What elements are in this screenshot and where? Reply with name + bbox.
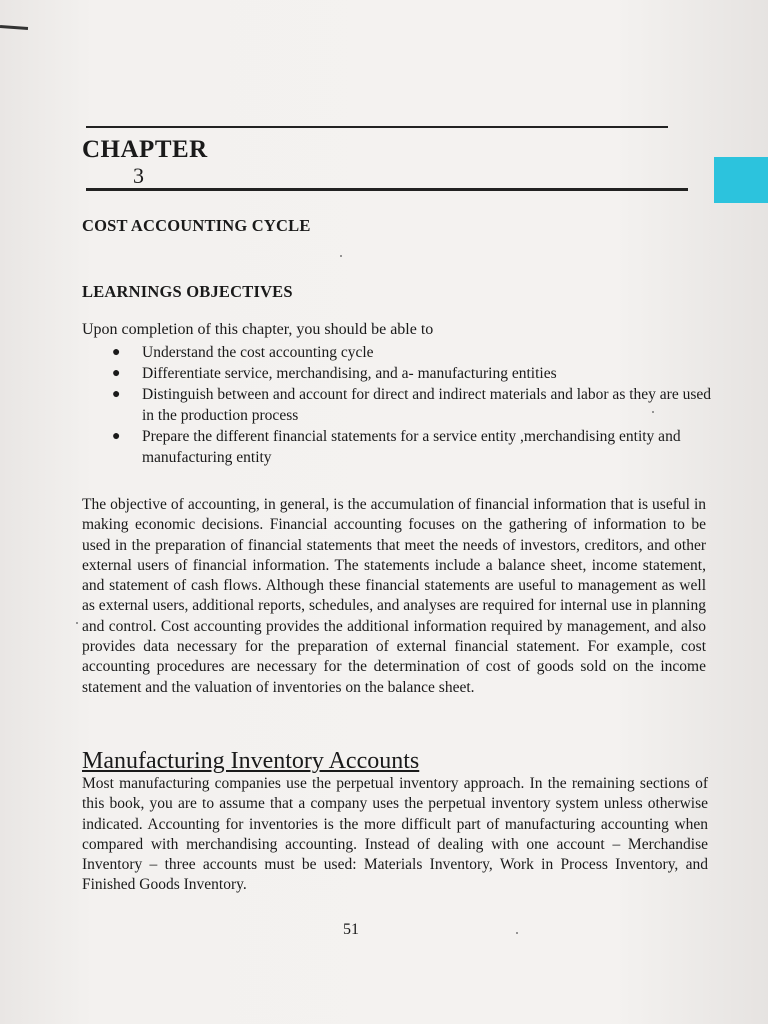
chapter-rule [86,188,688,191]
objectives-heading: LEARNINGS OBJECTIVES [82,282,293,301]
chapter-title: COST ACCOUNTING CYCLE [82,216,311,235]
bullet-icon: ● [112,366,121,381]
inventory-paragraph: Most manufacturing companies use the perpetual inventory approach. In the remaining sections of this book, you are to assume that a company uses the perpetual inventory system unless otherwise indicated. Accounting for inventories is the more difficult part of manufacturing accounting when compared with merchandising accounting. Instead of dealing with one account – Merchandise Inventory – three accounts must be used: Materials Inventory, Work in Process Inventory, and Finished Goods Inventory. [82,775,708,894]
bullet-icon: ● [112,387,121,402]
objectives-intro: Upon completion of this chapter, you should be able to [82,321,434,338]
scan-speck [516,932,518,934]
page-tab-marker [714,157,768,203]
objective-item [112,363,712,384]
accounting-objective-paragraph: The objective of accounting, in general, is the accumulation of financial information that is useful in making economic decisions. Financial accounting focuses on the gathering of information to be used in the preparation of financial statements that meet the needs of investors, creditors, and other external users of financial information. The statements include a balance sheet, income statement, and statement of cash flows. Although these financial statements are useful to management as well as external users, additional reports, schedules, and analyses are required for internal use in planning and control. Cost accounting provides the additional information required by management, and also provides data necessary for the preparation of external financial statement. For example, cost accounting procedures are necessary for the determination of cost of goods sold on the income statement and the valuation of inventories on the balance sheet. [82,496,706,696]
objective-text: Differentiate service, merchandising, and a- manufacturing entities [142,365,557,382]
top-rule [86,126,668,128]
scan-speck [76,622,78,624]
bullet-icon: ● [112,429,121,444]
objective-text: Understand the cost accounting cycle [142,344,374,361]
objective-text: Distinguish between and account for direct and indirect materials and labor as they are used in the production process [142,386,711,424]
objective-text: Prepare the different financial statements for a service entity ,merchandising entity and manufacturing entity [142,428,681,466]
scan-corner-mark [0,25,28,30]
objective-item [112,384,712,426]
objectives-list [112,342,712,468]
chapter-label: CHAPTER [82,136,208,163]
scan-speck [652,411,654,413]
objective-item [112,426,712,468]
chapter-number: 3 [133,163,144,188]
objective-item [112,342,712,363]
section-heading: Manufacturing Inventory Accounts [82,748,420,774]
page-number: 51 [343,921,359,938]
scan-speck [340,255,342,257]
bullet-icon: ● [112,345,121,360]
